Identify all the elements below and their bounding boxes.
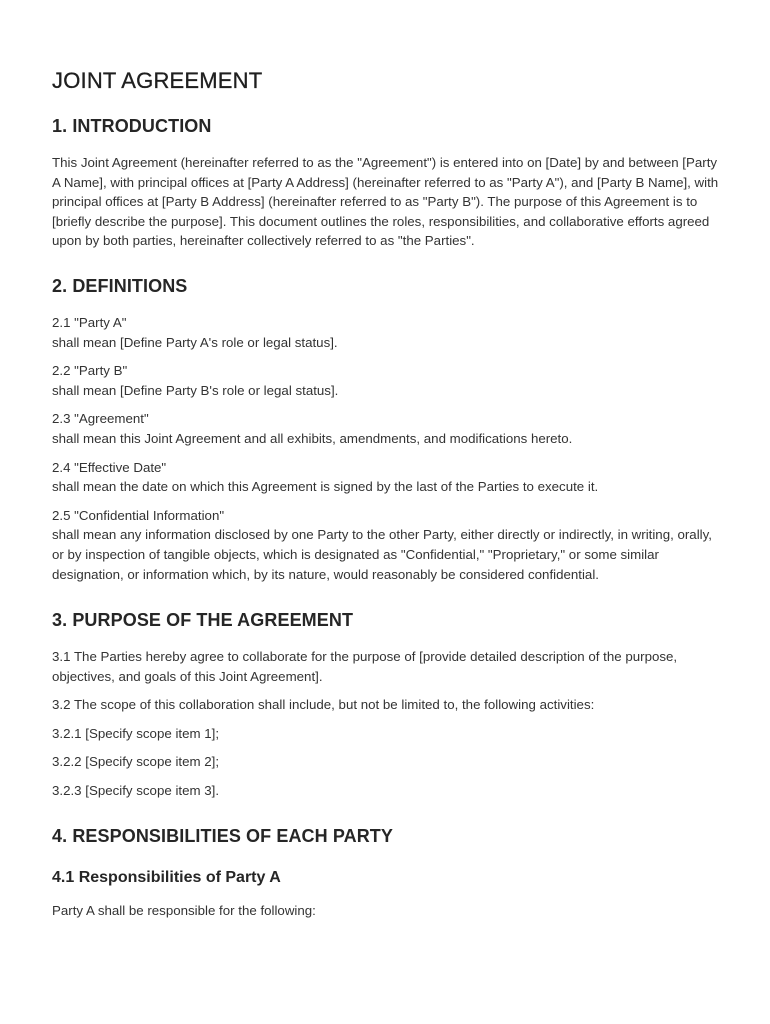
definition-meaning: shall mean [Define Party B's role or legal status]. — [52, 382, 339, 398]
section-purpose — [52, 610, 724, 801]
document-title: JOINT AGREEMENT — [52, 68, 263, 93]
subsection-heading-party-a: 4.1 Responsibilities of Party A — [52, 868, 281, 886]
definition-term: 2.2 "Party B" — [52, 363, 128, 379]
definition-item — [52, 313, 724, 352]
definition-item — [52, 458, 724, 497]
definition-meaning: shall mean [Define Party A's role or legal status]. — [52, 334, 338, 350]
section-heading-definitions: 2. DEFINITIONS — [52, 275, 188, 296]
definition-meaning: shall mean any information disclosed by one Party to the other Party, either directly or indirectly, in writing, orally, or by inspection of tangible objects, which is designated as "Confidential," "Proprietary," or some similar designation, or information which, by its nature, would reasonably be considered confidential. — [52, 527, 712, 582]
scope-item: 3.2.1 [Specify scope item 1]; — [52, 725, 220, 741]
definition-item — [52, 409, 724, 448]
section-responsibilities — [52, 826, 724, 921]
definition-item — [52, 361, 724, 400]
section-introduction — [52, 116, 724, 251]
document-page — [52, 68, 724, 920]
definition-term: 2.3 "Agreement" — [52, 411, 149, 427]
scope-item: 3.2.2 [Specify scope item 2]; — [52, 754, 220, 770]
section-heading-introduction: 1. INTRODUCTION — [52, 116, 212, 136]
definition-term: 2.4 "Effective Date" — [52, 459, 167, 475]
definition-term: 2.5 "Confidential Information" — [52, 507, 225, 523]
responsibilities-paragraph: Party A shall be responsible for the following: — [52, 902, 316, 918]
definition-term: 2.1 "Party A" — [52, 314, 127, 330]
purpose-paragraph: 3.2 The scope of this collaboration shall include, but not be limited to, the following activities: — [52, 697, 595, 713]
definition-meaning: shall mean this Joint Agreement and all exhibits, amendments, and modifications hereto. — [52, 430, 573, 446]
purpose-paragraph: 3.1 The Parties hereby agree to collaborate for the purpose of [provide detailed description of the purpose, objectives, and goals of this Joint Agreement]. — [52, 649, 678, 684]
definition-meaning: shall mean the date on which this Agreement is signed by the last of the Parties to execute it. — [52, 479, 599, 495]
introduction-paragraph: This Joint Agreement (hereinafter referred to as the "Agreement") is entered into on [Date] by and between [Party A Name], with principal offices at [Party A Address] (hereinafter referred to as "Party A"), and [Party B Name], with principal offices at [Party B Address] (hereinafter referred to as "Party B"). The purpose of this Agreement is to [briefly describe the purpose]. This document outlines the roles, responsibilities, and collaborative efforts agreed upon by both parties, hereinafter collectively referred to as "the Parties". — [52, 155, 719, 249]
section-heading-responsibilities: 4. RESPONSIBILITIES OF EACH PARTY — [52, 825, 394, 846]
section-definitions — [52, 276, 724, 584]
definition-item — [52, 506, 724, 584]
scope-item: 3.2.3 [Specify scope item 3]. — [52, 783, 220, 799]
section-heading-purpose: 3. PURPOSE OF THE AGREEMENT — [52, 610, 354, 631]
